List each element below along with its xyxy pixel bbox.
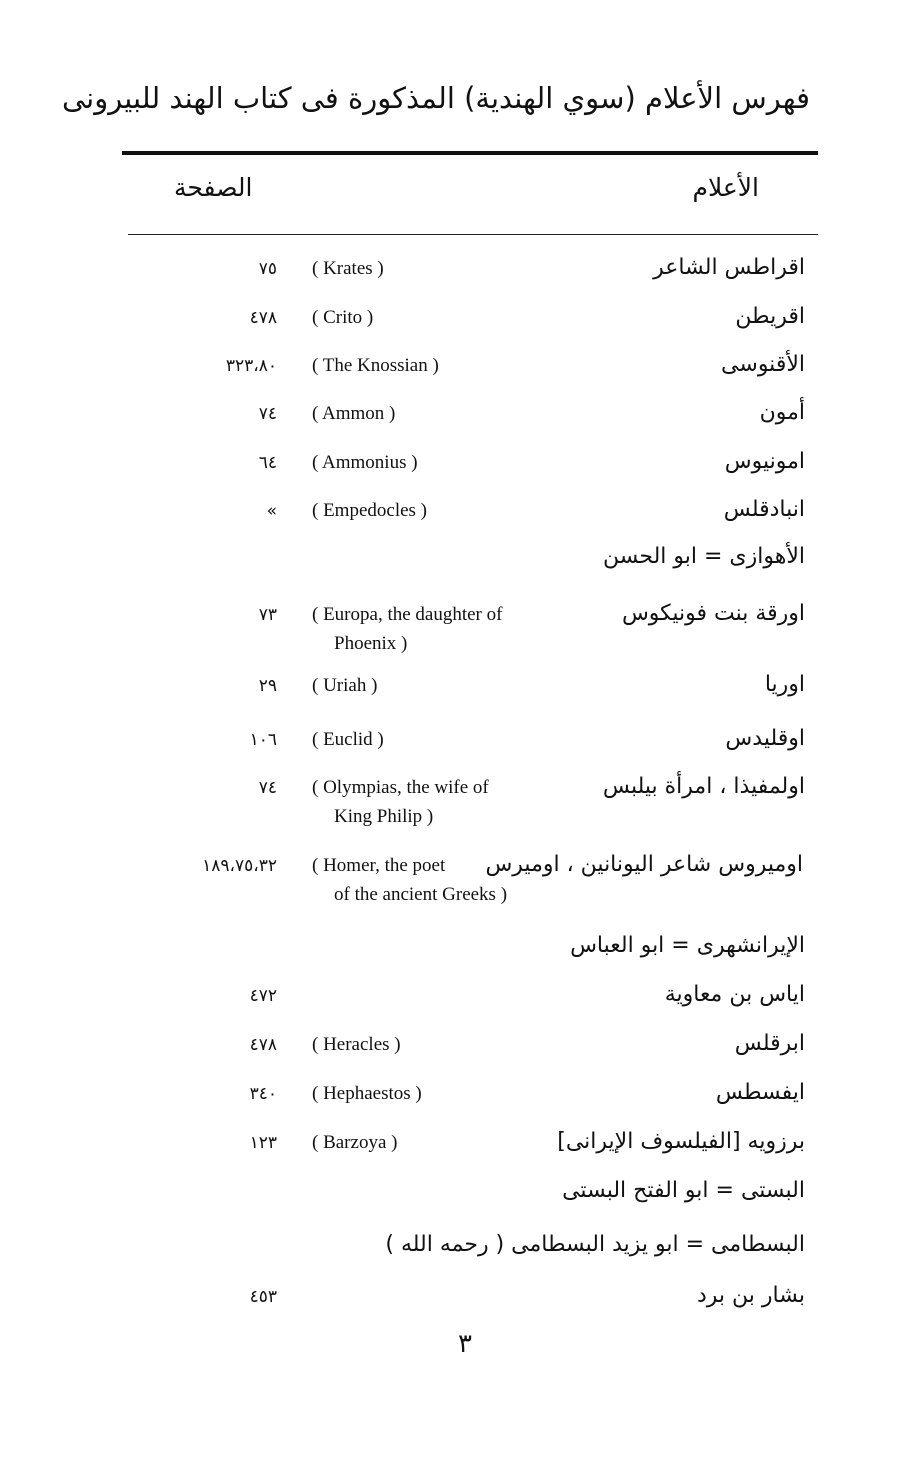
entry-arabic-name: اياس بن معاوية — [664, 982, 805, 1007]
entry-english-name — [312, 303, 572, 332]
index-entry — [0, 1280, 915, 1320]
entry-english-line: ( Europa, the daughter of — [312, 604, 503, 625]
entry-arabic-name: الأقنوسى — [721, 352, 805, 377]
entry-arabic-name: اولمفيذا ، امرأة بيلبس — [602, 774, 805, 799]
entry-english-line: ( Ammonius ) — [312, 452, 418, 473]
entry-arabic-name: بشار بن برد — [697, 1283, 805, 1308]
index-entry — [0, 598, 915, 654]
entry-page-reference: ٢٩ — [258, 676, 277, 696]
entry-page-reference: ٧٥ — [258, 259, 277, 279]
entry-english-line: ( Uriah ) — [312, 675, 378, 696]
entry-english-name — [312, 600, 572, 658]
entry-page-reference: » — [266, 501, 277, 521]
index-entry — [0, 494, 915, 534]
entry-english-line: ( Krates ) — [312, 258, 384, 279]
entry-arabic-name: امونيوس — [724, 449, 805, 474]
entry-page-reference: ٧٣ — [258, 605, 277, 625]
entry-arabic-name: البسطامى = ابو يزيد البسطامى ( رحمه الله ) — [385, 1232, 805, 1257]
index-entry — [0, 397, 915, 437]
index-entry — [0, 1229, 915, 1269]
index-entry — [0, 446, 915, 486]
entry-page-reference: ٤٥٣ — [249, 1287, 277, 1307]
entry-arabic-name: اقريطن — [735, 304, 805, 329]
entry-page-reference: ١٠٦ — [249, 730, 277, 750]
entry-english-name — [312, 399, 572, 428]
entry-arabic-name: اوميروس شاعر اليونانين ، اوميرس — [485, 852, 803, 877]
entry-english-name — [312, 448, 572, 477]
entry-page-reference: ٣٢٣،٨٠ — [225, 356, 277, 376]
index-entry — [0, 1126, 915, 1166]
entry-english-line: ( Olympias, the wife of — [312, 777, 489, 798]
entry-arabic-name: اوقليدس — [725, 726, 805, 751]
entry-arabic-name: الإيرانشهرى = ابو العباس — [570, 933, 805, 958]
entry-arabic-name: اقراطس الشاعر — [653, 255, 805, 280]
index-entry — [0, 723, 915, 763]
entry-english-line: ( Ammon ) — [312, 403, 396, 424]
entry-page-reference: ٧٤ — [258, 778, 277, 798]
index-entry — [0, 669, 915, 709]
entry-arabic-name: ابرقلس — [734, 1031, 805, 1056]
index-entry — [0, 979, 915, 1019]
entry-page-reference: ٧٤ — [258, 404, 277, 424]
index-entry — [0, 771, 915, 827]
entry-english-name — [312, 725, 572, 754]
entry-english-line: ( The Knossian ) — [312, 355, 439, 376]
entry-english-line: King Philip ) — [334, 806, 434, 827]
entry-english-name — [312, 1079, 572, 1108]
page-column-heading: الصفحة — [174, 173, 253, 202]
column-heading-rule — [128, 234, 818, 235]
index-entry — [0, 1175, 915, 1215]
entry-english-line: ( Heracles ) — [312, 1034, 401, 1055]
entry-english-name — [312, 254, 572, 283]
entry-arabic-name: اورقة بنت فونيكوس — [621, 601, 805, 626]
entry-english-name — [312, 496, 572, 525]
entry-arabic-name: البستى = ابو الفتح البستى — [562, 1178, 805, 1203]
entry-page-reference: ٦٤ — [258, 453, 277, 473]
index-entry — [0, 252, 915, 292]
entry-english-line: ( Hephaestos ) — [312, 1083, 422, 1104]
entry-arabic-name: أمون — [759, 400, 805, 425]
entry-page-reference: ٤٧٨ — [249, 1035, 277, 1055]
entry-page-reference: ١٨٩،٧٥،٣٢ — [202, 856, 277, 876]
entry-english-line: ( Homer, the poet — [312, 855, 446, 876]
entry-english-name — [312, 851, 508, 909]
entry-page-reference: ٤٧٨ — [249, 308, 277, 328]
index-entry — [0, 349, 915, 389]
index-entry — [0, 930, 915, 970]
entry-arabic-name: ايفسطس — [715, 1080, 805, 1105]
entry-english-name — [312, 351, 572, 380]
entry-arabic-name: اوريا — [764, 672, 805, 697]
entry-page-reference: ٣٤٠ — [249, 1084, 277, 1104]
entry-english-line: Phoenix ) — [334, 633, 408, 654]
entry-english-name — [312, 1030, 572, 1059]
entry-arabic-name: برزويه [الفيلسوف الإيرانى] — [557, 1129, 805, 1154]
entry-arabic-name: انبادقلس — [723, 497, 805, 522]
entry-english-name — [312, 671, 572, 700]
entry-arabic-name: الأهوازى = ابو الحسن — [603, 544, 805, 569]
entry-english-line: ( Barzoya ) — [312, 1132, 398, 1153]
names-column-heading: الأعلام — [692, 173, 759, 202]
header-rule — [122, 151, 818, 155]
entry-english-line: ( Crito ) — [312, 307, 374, 328]
index-entry — [0, 849, 915, 905]
index-entry — [0, 541, 915, 581]
entry-page-reference: ٤٧٢ — [249, 986, 277, 1006]
entry-english-name — [312, 1128, 572, 1157]
page-title: فهرس الأعلام (سوي الهندية) المذكورة فى كتاب الهند للبيرونى — [61, 81, 810, 115]
entry-english-line: ( Euclid ) — [312, 729, 384, 750]
index-entry — [0, 301, 915, 341]
entry-english-line: of the ancient Greeks ) — [334, 884, 508, 905]
entry-page-reference: ١٢٣ — [249, 1133, 277, 1153]
index-entry — [0, 1028, 915, 1068]
entry-english-line: ( Empedocles ) — [312, 500, 428, 521]
entry-english-name — [312, 773, 572, 831]
index-entry — [0, 1077, 915, 1117]
page-number: ٣ — [458, 1329, 472, 1359]
